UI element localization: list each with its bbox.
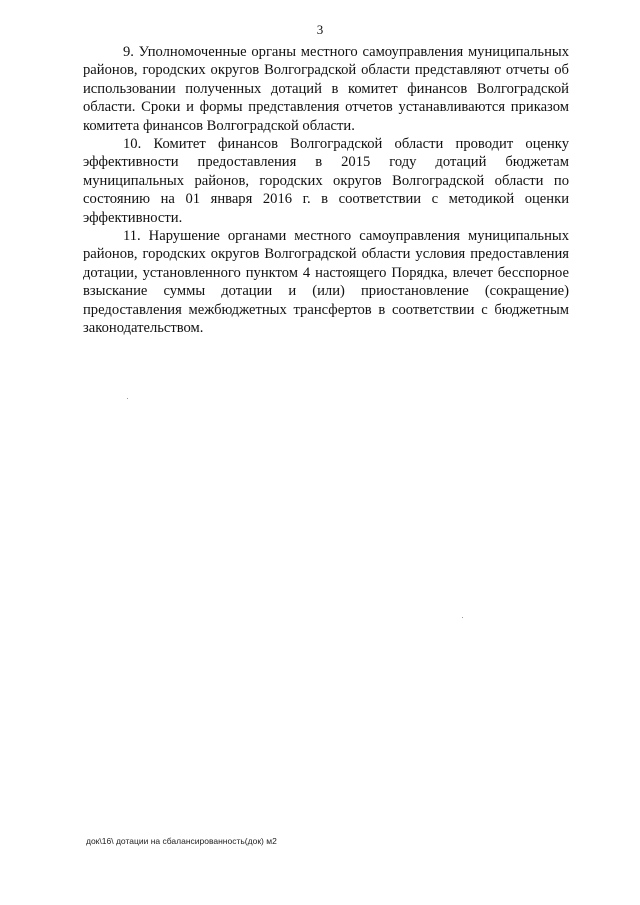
scan-speck	[462, 617, 463, 618]
paragraph-10: 10. Комитет финансов Волгоградской области проводит оценку эффективности предоставления в 2015 году дотаций бюджетам муниципальных районов, городских округов Волгоградской области по состоянию на 01 января 2016 г. в соответствии с методикой оценки эффективности.	[83, 136, 569, 226]
footer-file-path: док\16\ дотации на сбалансированность(док) м2	[86, 836, 277, 846]
document-body	[83, 43, 569, 338]
scan-speck	[127, 398, 128, 399]
paragraph-9: 9. Уполномоченные органы местного самоуправления муниципальных районов, городских округов Волгоградской области представляют отчеты об использовании полученных дотаций в комитет финансов Волгоградской области. Сроки и формы представления отчетов устанавливаются приказом комитета финансов Волгоградской области.	[83, 44, 569, 134]
paragraph-11: 11. Нарушение органами местного самоуправления муниципальных районов, городских округов Волгоградской области условия предоставления дотации, установленного пунктом 4 настоящего Порядка, влечет бесспорное взыскание суммы дотации и (или) приостановление (сокращение) предоставления межбюджетных трансфертов в соответствии с бюджетным законодательством.	[83, 228, 569, 337]
page-number: 3	[316, 22, 324, 37]
